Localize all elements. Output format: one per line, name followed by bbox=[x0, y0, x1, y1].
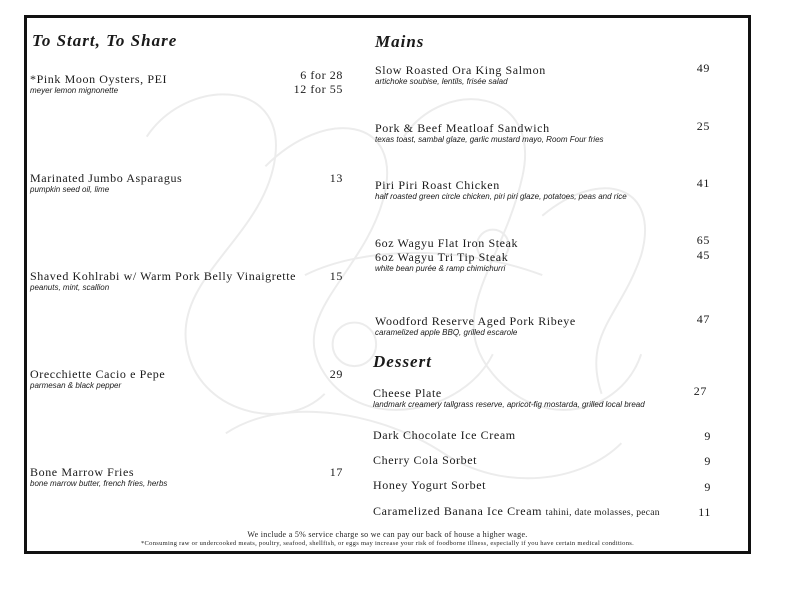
item-price-alt: 12 for 55 bbox=[293, 82, 343, 96]
section-title-dessert: Dessert bbox=[373, 352, 432, 371]
item-name: Orecchiette Cacio e Pepe bbox=[30, 367, 166, 381]
item-price: 17 bbox=[329, 465, 343, 479]
item-name: Cheese Plate bbox=[373, 386, 442, 400]
item-description: tahini, date molasses, pecan bbox=[545, 508, 660, 518]
service-charge-note: We include a 5% service charge so we can pay our back of house a higher wage. bbox=[247, 530, 528, 539]
menu-item bbox=[30, 465, 167, 489]
menu-item bbox=[373, 453, 477, 467]
item-name-alt: 6oz Wagyu Tri Tip Steak bbox=[375, 250, 509, 264]
item-name: Dark Chocolate Ice Cream bbox=[373, 428, 516, 442]
item-price: 9 bbox=[704, 454, 711, 468]
item-name: Honey Yogurt Sorbet bbox=[373, 478, 487, 492]
menu-item bbox=[375, 178, 627, 202]
item-description: landmark creamery tallgrass reserve, apricot-fig mostarda, grilled local bread bbox=[373, 400, 645, 409]
item-description: peanuts, mint, scallion bbox=[30, 283, 110, 292]
item-name: Shaved Kohlrabi w/ Warm Pork Belly Vinaigrette bbox=[30, 269, 297, 283]
item-price: 41 bbox=[696, 176, 710, 190]
item-name: Piri Piri Roast Chicken bbox=[375, 178, 500, 192]
item-price: 13 bbox=[329, 171, 343, 185]
item-name: Pork & Beef Meatloaf Sandwich bbox=[375, 121, 550, 135]
menu-item bbox=[373, 478, 486, 492]
item-price: 49 bbox=[696, 61, 710, 75]
item-price: 29 bbox=[329, 367, 343, 381]
item-price: 25 bbox=[696, 119, 710, 133]
item-name: Marinated Jumbo Asparagus bbox=[30, 171, 183, 185]
item-price-alt: 45 bbox=[696, 248, 710, 262]
menu-item bbox=[30, 269, 296, 293]
item-name: *Pink Moon Oysters, PEI bbox=[30, 72, 168, 86]
menu-item bbox=[30, 367, 165, 391]
item-price: 27 bbox=[693, 384, 707, 398]
item-description: caramelized apple BBQ, grilled escarole bbox=[375, 328, 518, 337]
menu-item bbox=[375, 63, 546, 87]
item-description: half roasted green circle chicken, piri piri glaze, potatoes, peas and rice bbox=[375, 192, 627, 201]
item-price: 11 bbox=[698, 505, 711, 519]
menu-item bbox=[30, 72, 167, 96]
section-title-mains: Mains bbox=[375, 32, 425, 51]
item-price: 9 bbox=[704, 480, 711, 494]
item-description: artichoke soubise, lentils, frisée salad bbox=[375, 77, 508, 86]
section-title-start: To Start, To Share bbox=[32, 31, 178, 50]
item-name: Caramelized Banana Ice Cream bbox=[373, 504, 543, 518]
item-name: Bone Marrow Fries bbox=[30, 465, 135, 479]
item-name: Cherry Cola Sorbet bbox=[373, 453, 478, 467]
item-description: parmesan & black pepper bbox=[30, 381, 122, 390]
item-price: 9 bbox=[704, 429, 711, 443]
menu-item bbox=[373, 386, 645, 410]
item-price: 6 for 28 bbox=[300, 68, 343, 82]
menu-item bbox=[30, 171, 182, 195]
menu-item bbox=[373, 428, 516, 442]
item-description: texas toast, sambal glaze, garlic mustard mayo, Room Four fries bbox=[375, 135, 604, 144]
food-safety-disclaimer: *Consuming raw or undercooked meats, poultry, seafood, shellfish, or eggs may increase your risk of foodborne illness, especially if you have certain medical conditions. bbox=[140, 540, 635, 547]
menu-item bbox=[375, 236, 518, 274]
menu-item bbox=[375, 314, 576, 338]
item-description: meyer lemon mignonette bbox=[30, 86, 119, 95]
menu-item bbox=[373, 504, 660, 520]
item-description: pumpkin seed oil, lime bbox=[30, 185, 110, 194]
item-price: 15 bbox=[329, 269, 343, 283]
item-price: 65 bbox=[696, 233, 710, 247]
item-name: 6oz Wagyu Flat Iron Steak bbox=[375, 236, 519, 250]
menu-item bbox=[375, 121, 604, 145]
item-name: Slow Roasted Ora King Salmon bbox=[375, 63, 546, 77]
item-description: white bean purée & ramp chimichurri bbox=[375, 264, 506, 273]
item-name: Woodford Reserve Aged Pork Ribeye bbox=[375, 314, 576, 328]
item-price: 47 bbox=[696, 312, 710, 326]
item-description: bone marrow butter, french fries, herbs bbox=[30, 479, 168, 488]
item-name-row bbox=[373, 504, 660, 520]
menu-frame bbox=[24, 15, 751, 554]
